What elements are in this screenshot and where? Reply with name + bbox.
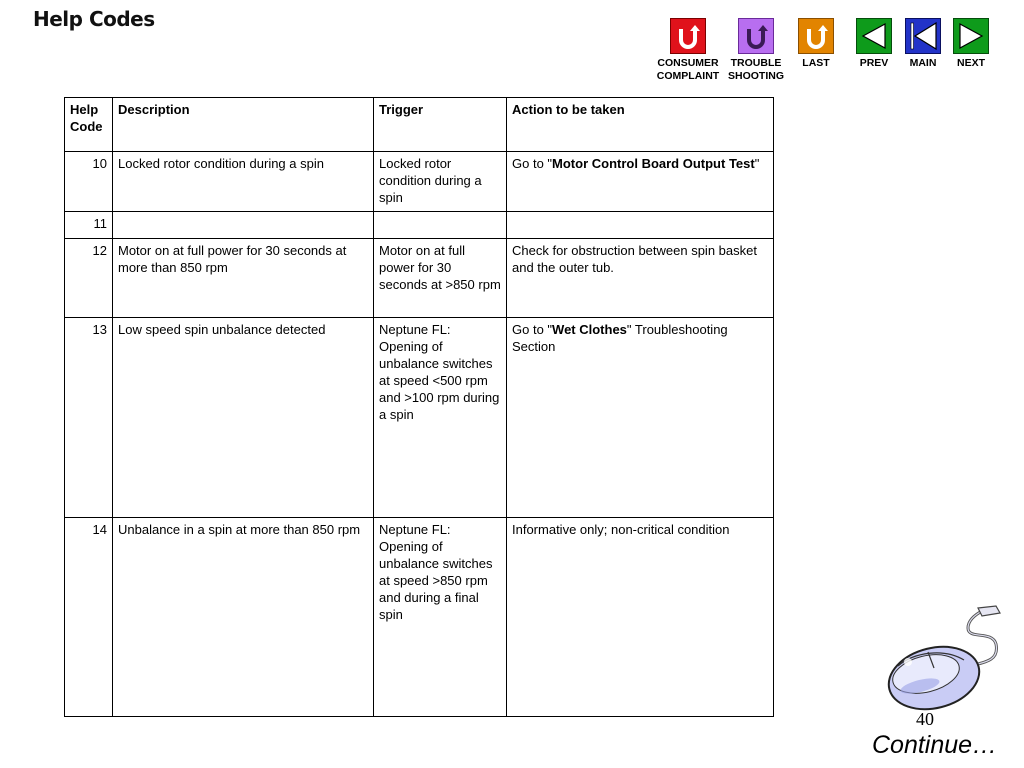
last-button[interactable] bbox=[795, 18, 837, 70]
table-header-row bbox=[65, 98, 774, 152]
cell-action: Go to "Wet Clothes" Troubleshooting Section bbox=[507, 318, 774, 518]
cell-description: Unbalance in a spin at more than 850 rpm bbox=[113, 518, 374, 717]
cell-trigger: Neptune FL: Opening of unbalance switches at speed >850 rpm and during a final spin bbox=[374, 518, 507, 717]
table-row bbox=[65, 518, 774, 717]
cell-code: 14 bbox=[65, 518, 113, 717]
triangle-left-icon bbox=[856, 18, 892, 54]
first-page-icon bbox=[905, 18, 941, 54]
table-row bbox=[65, 152, 774, 212]
computer-mouse-icon bbox=[884, 604, 1002, 717]
header-action: Action to be taken bbox=[507, 98, 774, 152]
cell-description: Motor on at full power for 30 seconds at more than 850 rpm bbox=[113, 239, 374, 318]
cell-action bbox=[507, 212, 774, 239]
main-label: MAIN bbox=[909, 57, 937, 69]
consumer-label: CONSUMER COMPLAINT bbox=[656, 57, 720, 82]
last-label: LAST bbox=[802, 57, 830, 69]
cell-trigger: Motor on at full power for 30 seconds at >850 rpm bbox=[374, 239, 507, 318]
consumer-complaint-button[interactable] bbox=[652, 18, 724, 83]
trouble-label: TROUBLE SHOOTING bbox=[727, 57, 784, 82]
cell-description bbox=[113, 212, 374, 239]
cell-trigger bbox=[374, 212, 507, 239]
continue-link[interactable]: Continue… bbox=[872, 731, 998, 759]
cell-action-link: Wet Clothes bbox=[552, 322, 627, 337]
page-number: 40 bbox=[916, 709, 934, 729]
trouble-shooting-button[interactable] bbox=[725, 18, 787, 83]
cell-code: 13 bbox=[65, 318, 113, 518]
cell-action-link: Motor Control Board Output Test bbox=[552, 156, 755, 171]
triangle-right-icon bbox=[953, 18, 989, 54]
cell-description: Locked rotor condition during a spin bbox=[113, 152, 374, 212]
cell-code: 12 bbox=[65, 239, 113, 318]
page-title: Help Codes bbox=[33, 7, 155, 31]
next-button[interactable] bbox=[951, 18, 991, 70]
table-row bbox=[65, 318, 774, 518]
table-row bbox=[65, 239, 774, 318]
cell-action: Informative only; non-critical condition bbox=[507, 518, 774, 717]
prev-label: PREV bbox=[859, 57, 889, 69]
cell-description: Low speed spin unbalance detected bbox=[113, 318, 374, 518]
table-row bbox=[65, 212, 774, 239]
u-turn-icon bbox=[670, 18, 706, 54]
header-help-code: Help Code bbox=[65, 98, 113, 152]
u-turn-icon bbox=[738, 18, 774, 54]
cell-trigger: Neptune FL: Opening of unbalance switches at speed <500 rpm and >100 rpm during a spin bbox=[374, 318, 507, 518]
help-codes-table bbox=[64, 97, 774, 717]
cell-trigger: Locked rotor condition during a spin bbox=[374, 152, 507, 212]
prev-button[interactable] bbox=[855, 18, 893, 70]
cell-action: Go to "Motor Control Board Output Test" bbox=[507, 152, 774, 212]
cell-action: Check for obstruction between spin basket and the outer tub. bbox=[507, 239, 774, 318]
next-label: NEXT bbox=[956, 57, 985, 69]
u-turn-icon bbox=[798, 18, 834, 54]
header-trigger: Trigger bbox=[374, 98, 507, 152]
main-button[interactable] bbox=[903, 18, 943, 70]
header-description: Description bbox=[113, 98, 374, 152]
cell-code: 10 bbox=[65, 152, 113, 212]
cell-code: 11 bbox=[65, 212, 113, 239]
